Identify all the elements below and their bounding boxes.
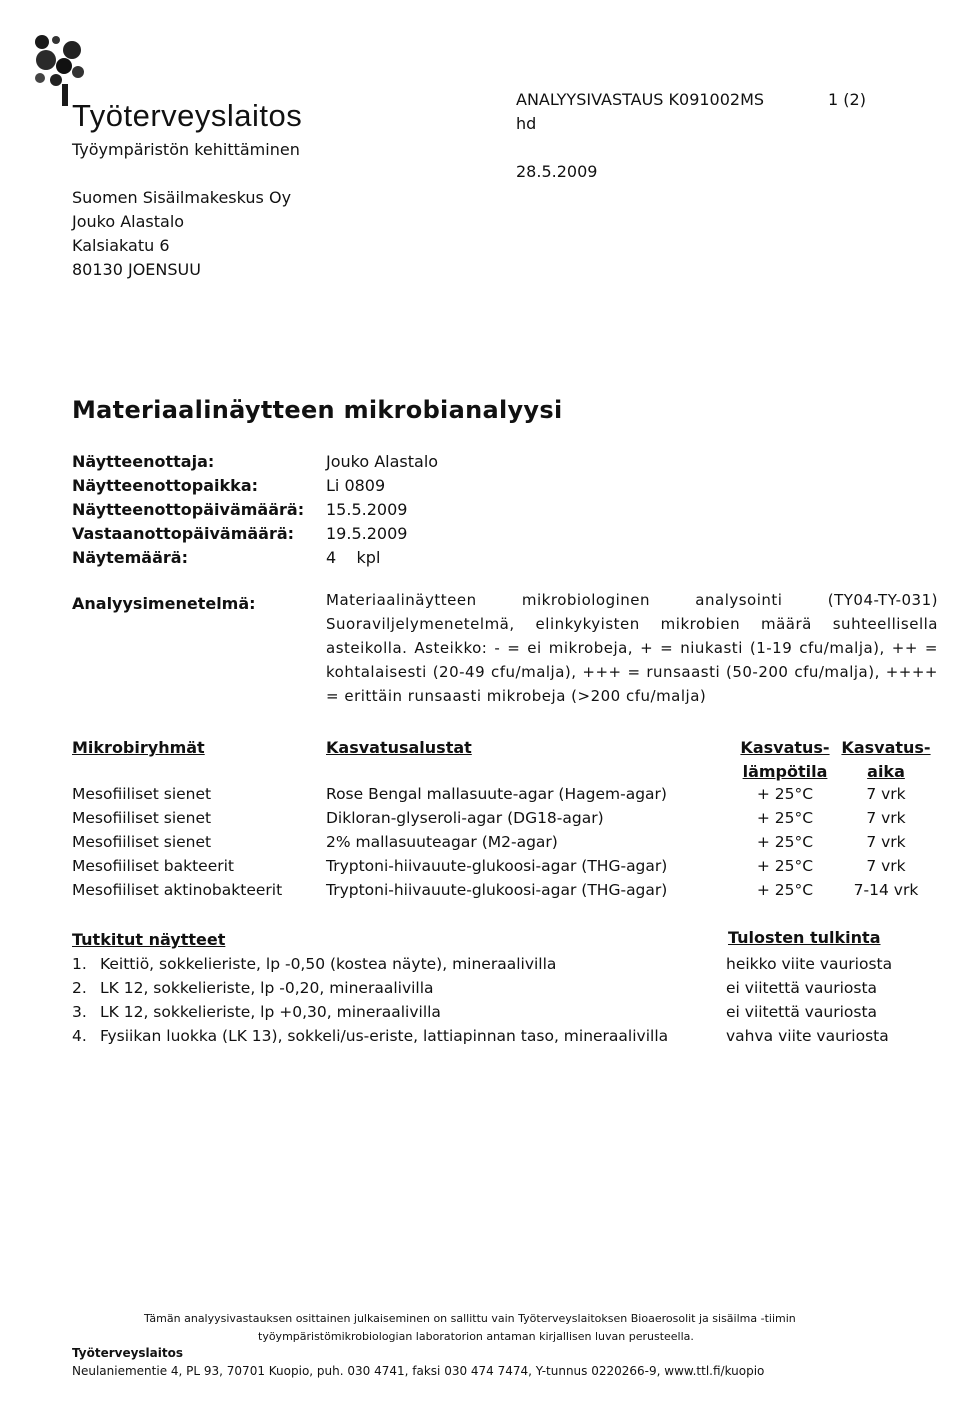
recipient-postal: 80130 JOENSUU xyxy=(72,260,201,279)
cell-temperature: + 25°C xyxy=(756,785,814,803)
cell-time: 7 vrk xyxy=(866,857,906,875)
sampler-label: Näytteenottaja: xyxy=(72,452,215,471)
cell-temperature: + 25°C xyxy=(756,833,814,851)
sample-count-value: 4 kpl xyxy=(326,548,381,567)
footer-note-line2: työympäristömikrobiologian laboratorion antaman kirjallisen luvan perusteella. xyxy=(258,1330,694,1343)
sample-description: LK 12, sokkelieriste, lp +0,30, mineraalivilla xyxy=(100,1003,441,1021)
sample-result: ei viitettä vauriosta xyxy=(726,979,878,997)
cell-medium: Tryptoni-hiivauute-glukoosi-agar (THG-agar) xyxy=(326,857,668,875)
document-date: 28.5.2009 xyxy=(516,162,598,181)
sample-number: 2. xyxy=(72,979,87,997)
recipient-name: Jouko Alastalo xyxy=(72,212,185,231)
sample-number: 4. xyxy=(72,1027,87,1045)
recipient-company: Suomen Sisäilmakeskus Oy xyxy=(72,188,292,207)
column-header-groups: Mikrobiryhmät xyxy=(72,738,205,757)
cell-group: Mesofiiliset sienet xyxy=(72,785,212,803)
list-item xyxy=(0,976,960,1000)
sample-number: 1. xyxy=(72,955,87,973)
sampling-site-value: Li 0809 xyxy=(326,476,386,495)
cell-group: Mesofiiliset bakteerit xyxy=(72,857,234,875)
footer-note-line1: Tämän analyysivastauksen osittainen julkaiseminen on sallittu vain Työterveyslaitoksen Bioaerosolit ja sisäilma -tiimin xyxy=(144,1312,796,1325)
column-header-temperature-line2: lämpötila xyxy=(742,762,828,781)
table-row xyxy=(0,830,960,854)
sample-description: Keittiö, sokkelieriste, lp -0,50 (kostea näyte), mineraalivilla xyxy=(100,955,557,973)
cell-temperature: + 25°C xyxy=(756,809,814,827)
samples-header: Tutkitut näytteet xyxy=(72,930,226,949)
table-row xyxy=(0,878,960,902)
sampling-site-label: Näytteenottopaikka: xyxy=(72,476,259,495)
org-name: Työterveyslaitos xyxy=(72,98,303,133)
sample-count-label: Näytemäärä: xyxy=(72,548,188,567)
cell-medium: Tryptoni-hiivauute-glukoosi-agar (THG-agar) xyxy=(326,881,668,899)
method-label: Analyysimenetelmä: xyxy=(72,594,256,613)
table-row xyxy=(0,854,960,878)
column-header-time xyxy=(840,736,932,784)
cell-medium: Dikloran-glyseroli-agar (DG18-agar) xyxy=(326,809,604,827)
cell-group: Mesofiiliset aktinobakteerit xyxy=(72,881,283,899)
sample-result: ei viitettä vauriosta xyxy=(726,1003,878,1021)
list-item xyxy=(0,1000,960,1024)
document-title: ANALYYSIVASTAUS K091002MS xyxy=(516,90,765,109)
footer-address: Neulaniementie 4, PL 93, 70701 Kuopio, puh. 030 4741, faksi 030 474 7474, Y-tunnus 0220266-9, www.ttl.fi/kuopio xyxy=(72,1364,765,1378)
column-header-temperature-line1: Kasvatus- xyxy=(740,738,830,757)
sample-result: vahva viite vauriosta xyxy=(726,1027,889,1045)
sample-description: Fysiikan luokka (LK 13), sokkeli/us-eriste, lattiapinnan taso, mineraalivilla xyxy=(100,1027,669,1045)
footer-org: Työterveyslaitos xyxy=(72,1346,183,1360)
sampling-date-label: Näytteenottopäivämäärä: xyxy=(72,500,305,519)
column-header-time-line1: Kasvatus- xyxy=(841,738,931,757)
list-item xyxy=(0,952,960,976)
list-item xyxy=(0,1024,960,1048)
cell-time: 7 vrk xyxy=(866,785,906,803)
received-date-value: 19.5.2009 xyxy=(326,524,408,543)
org-unit: Työympäristön kehittäminen xyxy=(72,140,300,159)
column-header-temperature xyxy=(730,736,840,784)
sampling-date-value: 15.5.2009 xyxy=(326,500,408,519)
column-header-time-line2: aika xyxy=(867,762,905,781)
table-row xyxy=(0,782,960,806)
document-initials: hd xyxy=(516,114,537,133)
cell-medium: 2% mallasuuteagar (M2-agar) xyxy=(326,833,558,851)
cell-group: Mesofiiliset sienet xyxy=(72,809,212,827)
sample-description: LK 12, sokkelieriste, lp -0,20, mineraalivilla xyxy=(100,979,434,997)
page-number: 1 (2) xyxy=(828,90,866,109)
cell-group: Mesofiiliset sienet xyxy=(72,833,212,851)
sample-result: heikko viite vauriosta xyxy=(726,955,893,973)
page-title: Materiaalinäytteen mikrobianalyysi xyxy=(72,396,563,424)
column-header-media: Kasvatusalustat xyxy=(326,738,472,757)
recipient-street: Kalsiakatu 6 xyxy=(72,236,170,255)
cell-time: 7-14 vrk xyxy=(853,881,919,899)
results-header: Tulosten tulkinta xyxy=(728,928,881,947)
cell-time: 7 vrk xyxy=(866,809,906,827)
cell-temperature: + 25°C xyxy=(756,881,814,899)
method-description: Materiaalinäytteen mikrobiologinen analysointi (TY04-TY-031) Suoraviljelymenetelmä, elinkykyisten mikrobien määrä suhteellisella asteikolla. Asteikko: - = ei mikrobeja, + = niukasti (1-19 cfu/malja), ++ = kohtalaisesti (20-49 cfu/malja), +++ = runsaasti (50-200 cfu/malja), ++++ = erittäin runsaasti mikrobeja (>200 cfu/malja) xyxy=(326,591,938,705)
cell-medium: Rose Bengal mallasuute-agar (Hagem-agar) xyxy=(326,785,667,803)
cell-temperature: + 25°C xyxy=(756,857,814,875)
cell-time: 7 vrk xyxy=(866,833,906,851)
sampler-value: Jouko Alastalo xyxy=(326,452,439,471)
received-date-label: Vastaanottopäivämäärä: xyxy=(72,524,295,543)
sample-number: 3. xyxy=(72,1003,87,1021)
table-row xyxy=(0,806,960,830)
